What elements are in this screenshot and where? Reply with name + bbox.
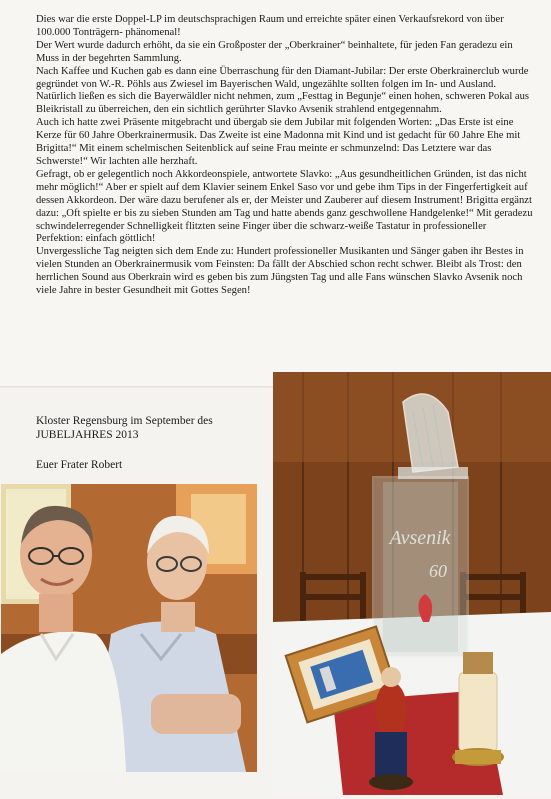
article-section	[0, 0, 551, 386]
paragraph-4: Auch ich hatte zwei Präsente mitgebracht und übergab sie dem Jubilar mit folgenden Worten: „Das Erste ist eine Kerze für 60 Jahre Oberkrainermusik. Das Zweite ist eine Madonna mit Kind und ist gedacht für 60 Jahre Ehe mit Brigitta!“ Mit einem schelmischen Seitenblick auf seine Frau meinte er schmunzelnd: Das Letztere war das Schwerste!“ Wir lachten alle herzhaft.	[36, 117, 521, 167]
photo-trophy-illustration	[273, 372, 551, 795]
paragraph-6: Unvergessliche Tag neigten sich dem Ende zu: Hundert professioneller Musikanten und Sänger gaben ihr Bestes in vielen Stunden an Oberkrainermusik vom Feinsten: Da fällt der Abschied schon recht schwer. Bleibt als Trost: den herrlichen Sound aus Oberkrain wird es geben bis zum Jüngsten Tag und alle Fans wünschen Slavko Avsenik noch viele Jahre in bester Gesundheit mit Gottes Segen!	[36, 246, 524, 297]
paragraph-5: Gefragt, ob er gelegentlich noch Akkordeonspiele, antwortete Slavko: „Aus gesundheitlichen Gründen, ist das nicht mehr möglich!“ Aber er spielt auf dem Klavier seinem Enkel Saso vor und gebe ihm Tips in der Fingerfertigkeit auf dessen Akkordeon. Der wäre dazu berufener als er, der Meister und Zauberer auf diesem Instrument! Brigitta ergänzt dazu: „Oft spielte er bis zu sieben Stunden am Tag und hatte abends ganz geschwollene Handgelenke!“ Mit geradezu schwindelerregender Schnelligkeit flitzten seine Finger über die schwarz-weiße Tastatur in professioneller Perfektion: einfach göttlich!	[36, 168, 533, 245]
article-body	[36, 14, 536, 298]
photo-two-men-illustration	[1, 484, 257, 772]
signature-year: JUBELJAHRES 2013	[36, 429, 139, 441]
trophy-engraving-number: 60	[429, 561, 447, 581]
photo-two-men	[1, 484, 257, 772]
signature-author: Euer Frater Robert	[36, 459, 123, 471]
signature-block	[36, 414, 266, 472]
paragraph-3: Nach Kaffee und Kuchen gab es dann eine Überraschung für den Diamant-Jubilar: Der erste Oberkrainerclub wurde gegründet von W.-R. Pöhls aus Zwiesel im Bayerischen Wald, ungezählte sollten folgen im In- und Ausland. Natürlich ließen es sich die Bayerwäldler nicht nehmen, zum „Festtag in Begunje“ einen hohen, schweren Pokal aus Bleikristall zu überreichen, den ein sichtlich gerührter Slavko Avsenik strahlend entgegennahm.	[36, 65, 530, 116]
paragraph-2: Der Wert wurde dadurch erhöht, da sie ein Großposter der „Oberkrainer“ beinhaltete, für jeden Fan geradezu ein Muss in der begehrten Sammlung.	[36, 39, 513, 64]
paragraph-1: Dies war die erste Doppel-LP im deutschsprachigen Raum und erreichte später einen Verkaufsrekord von über 100.000 Tonträgern- phänomenal!	[36, 14, 504, 38]
signature-place: Kloster Regensburg im September des	[36, 415, 213, 427]
trophy-engraving: Avsenik	[389, 527, 451, 549]
photo-trophy-table	[273, 372, 551, 795]
